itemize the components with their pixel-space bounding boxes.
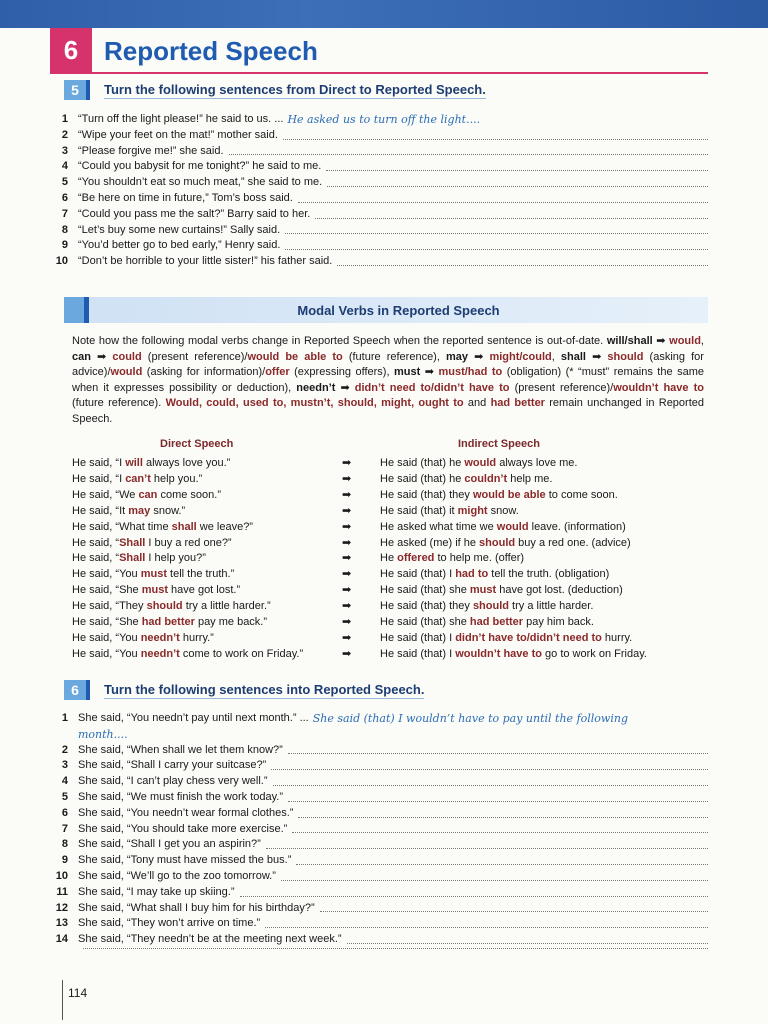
- modal-highlight: Shall: [119, 552, 146, 565]
- modal-highlight: didn’t have to/didn’t need to: [455, 631, 602, 644]
- note-text: Note how the following modal verbs change in Reported Speech when the reported sentence is out-of-date.: [72, 335, 607, 347]
- answer-blank[interactable]: [283, 128, 708, 140]
- modal-term: may: [446, 350, 469, 363]
- answer-blank[interactable]: [298, 806, 708, 818]
- note-text: (expressing offers),: [289, 366, 394, 379]
- table-row: [72, 631, 692, 647]
- modal-term: will/shall: [606, 335, 653, 347]
- list-item: [40, 837, 708, 853]
- cell-text: help me.: [507, 472, 553, 485]
- direct-speech-cell: [72, 599, 342, 615]
- item-number: 13: [55, 917, 68, 930]
- item-question: “Let’s buy some new curtains!” Sally said.: [78, 223, 281, 236]
- cell-text: I help you?”: [145, 552, 206, 565]
- answer-blank[interactable]: [273, 774, 708, 786]
- cell-text: He said (that) I: [380, 631, 456, 644]
- cell-text: always love you.”: [142, 457, 231, 469]
- list-item: [40, 223, 708, 239]
- list-item: [40, 175, 708, 191]
- cell-text: leave. (information): [528, 520, 626, 533]
- answer-blank[interactable]: [326, 159, 708, 171]
- table-row: [72, 599, 692, 615]
- item-number: 10: [55, 255, 68, 268]
- modal-highlight: can’t: [125, 472, 151, 485]
- page-margin-line: [62, 980, 63, 1020]
- item-question: She said, “When shall we let them know?”: [78, 743, 283, 756]
- list-item: [40, 254, 708, 270]
- answer-blank[interactable]: [281, 869, 708, 881]
- item-answer[interactable]: She said (that) I wouldn’t have to pay until the following: [312, 712, 628, 725]
- item-question: She said, “I can’t play chess very well.”: [78, 775, 268, 788]
- item-number: 3: [61, 759, 68, 772]
- item-number: 9: [61, 239, 68, 252]
- cell-text: He said, “: [72, 536, 120, 549]
- modal-highlight: Shall: [119, 536, 146, 549]
- exercise-5-list: [40, 112, 708, 270]
- modal-highlight: shall: [171, 520, 197, 533]
- cell-text: He said (that) he: [380, 457, 465, 469]
- cell-text: He asked (me) if he: [380, 536, 480, 549]
- item-question: She said, “You should take more exercise.”: [78, 822, 288, 835]
- cell-text: try a little harder.: [509, 600, 594, 613]
- item-number: 6: [61, 806, 68, 819]
- answer-blank[interactable]: [347, 932, 708, 944]
- cell-text: He said (that) I: [380, 568, 456, 581]
- item-number: 1: [61, 712, 68, 724]
- item-question: “Wipe your feet on the mat!” mother said.: [78, 128, 278, 141]
- note-text: (present reference)/: [141, 350, 248, 363]
- indirect-speech-cell: [380, 472, 692, 488]
- exercise-6-list: [40, 711, 708, 953]
- table-row: [72, 583, 692, 599]
- cell-text: He said, “You: [72, 568, 141, 581]
- indirect-speech-cell: [380, 456, 692, 472]
- note-text: remain unchanged in Reported Speech.: [72, 397, 704, 425]
- note-text: ➡: [335, 381, 355, 394]
- modal-highlight: will: [125, 457, 143, 469]
- list-item: [40, 916, 708, 932]
- indirect-speech-cell: [380, 520, 692, 536]
- item-question: “Please forgive me!” she said.: [78, 144, 224, 157]
- item-question: She said, “They needn’t be at the meeting next week.”: [78, 933, 342, 946]
- cell-text: to help me. (offer): [434, 552, 525, 565]
- arrow-icon: ➡: [342, 647, 352, 660]
- direct-speech-cell: [72, 647, 342, 663]
- cell-text: help you.”: [150, 472, 203, 485]
- cell-text: He said, “I: [72, 457, 126, 469]
- item-number: 7: [61, 822, 68, 835]
- cell-text: go to work on Friday.: [541, 647, 647, 660]
- answer-blank[interactable]: [83, 948, 708, 949]
- cell-text: He said, “You: [72, 647, 141, 660]
- cell-text: snow.”: [150, 504, 186, 517]
- list-item: [40, 711, 708, 727]
- cell-text: come soon.”: [157, 488, 221, 501]
- table-row: [72, 615, 692, 631]
- list-item: [40, 112, 708, 128]
- answer-blank[interactable]: [285, 223, 708, 235]
- modal-term: would: [669, 335, 701, 347]
- modal-highlight: couldn’t: [464, 472, 508, 485]
- cell-text: He asked what time we: [380, 520, 497, 533]
- cell-text: He said, “It: [72, 504, 129, 517]
- item-question: “You’d better go to bed early,” Henry said.: [78, 239, 281, 252]
- note-text: ,: [551, 350, 561, 363]
- modal-term: wouldn’t have to: [613, 381, 704, 394]
- modal-highlight: had better: [141, 616, 195, 629]
- unit-number-badge: 6: [50, 28, 92, 72]
- indirect-speech-cell: [380, 631, 692, 647]
- item-number: 2: [61, 743, 68, 756]
- list-item: [40, 144, 708, 160]
- item-question: She said, “Shall I carry your suitcase?”: [78, 759, 267, 772]
- modal-highlight: may: [128, 504, 151, 517]
- direct-speech-cell: [72, 520, 342, 536]
- indirect-speech-cell: [380, 599, 692, 615]
- table-row: [72, 567, 692, 583]
- cell-text: always love me.: [496, 457, 578, 469]
- top-banner: [0, 0, 768, 28]
- table-row: [72, 456, 692, 472]
- note-text: (present reference)/: [509, 381, 614, 394]
- cell-text: buy a red one. (advice): [515, 536, 631, 549]
- answer-blank[interactable]: [320, 901, 708, 913]
- table-row: [72, 488, 692, 504]
- cell-text: He said, “We: [72, 488, 139, 501]
- list-item: [40, 758, 708, 774]
- extra-answer-line: [40, 948, 708, 953]
- answer-blank[interactable]: [315, 207, 708, 219]
- direct-speech-cell: [72, 504, 342, 520]
- list-item: [40, 869, 708, 885]
- list-item: [40, 191, 708, 207]
- modal-highlight: needn’t: [140, 631, 180, 644]
- page-number: 114: [68, 986, 88, 1000]
- modal-term: must: [394, 366, 421, 379]
- modal-highlight: needn’t: [140, 647, 180, 660]
- cell-text: He said, “I: [72, 472, 126, 485]
- direct-speech-cell: [72, 567, 342, 583]
- list-item: [40, 822, 708, 838]
- direct-speech-cell: [72, 631, 342, 647]
- item-question: She said, “What shall I buy him for his birthday?”: [78, 901, 315, 914]
- arrow-icon: ➡: [342, 584, 352, 597]
- answer-blank[interactable]: [288, 790, 708, 802]
- modal-highlight: had better: [469, 616, 524, 629]
- item-answer[interactable]: He asked us to turn off the light....: [287, 113, 481, 126]
- table-row: [72, 551, 692, 567]
- item-question: She said, “I may take up skiing.”: [78, 885, 235, 898]
- list-item: [40, 790, 708, 806]
- item-number: 5: [61, 790, 68, 803]
- item-question: She said, “We’ll go to the zoo tomorrow.”: [78, 869, 276, 882]
- modal-highlight: would: [496, 520, 529, 533]
- title-divider: [50, 72, 708, 74]
- note-text: ➡: [90, 350, 113, 363]
- exercise-number-badge: 5: [64, 80, 90, 100]
- arrow-icon: ➡: [342, 616, 352, 629]
- table-row: [72, 520, 692, 536]
- indirect-speech-cell: [380, 488, 692, 504]
- arrow-icon: ➡: [342, 600, 352, 613]
- list-item: [40, 932, 708, 948]
- indirect-speech-header: Indirect Speech: [458, 438, 540, 450]
- item-question: She said, “We must finish the work today.”: [78, 790, 284, 803]
- note-text: (future reference).: [72, 397, 166, 410]
- item-number: 11: [56, 885, 68, 898]
- modal-term: shall: [560, 350, 586, 363]
- exercise-5-header: [64, 80, 486, 100]
- item-number: 8: [61, 838, 68, 851]
- cell-text: hurry.: [601, 631, 633, 644]
- item-number: 9: [61, 854, 68, 867]
- indirect-speech-cell: [380, 551, 692, 567]
- cell-text: He said (that) he: [380, 472, 465, 485]
- direct-speech-cell: [72, 472, 342, 488]
- direct-speech-cell: [72, 551, 342, 567]
- list-item: [40, 901, 708, 917]
- arrow-icon: ➡: [342, 472, 352, 485]
- cell-text: He said (that) she: [380, 584, 470, 597]
- cell-text: I buy a red one?”: [145, 536, 232, 549]
- note-text: ,: [700, 335, 704, 347]
- cell-text: we leave?”: [196, 520, 253, 533]
- indirect-speech-cell: [380, 536, 692, 552]
- modal-verbs-title: Modal Verbs in Reported Speech: [297, 302, 500, 318]
- cell-text: He said, “She: [72, 616, 142, 629]
- item-answer-continuation: month....: [78, 727, 128, 741]
- note-text: ➡: [420, 366, 439, 379]
- modal-term: offer: [265, 366, 290, 379]
- item-number: 6: [61, 191, 68, 204]
- cell-text: He said (that) she: [380, 616, 470, 629]
- exercise-6-header: [64, 680, 424, 700]
- note-text: (asking for advice)/: [72, 350, 704, 379]
- page-title: Reported Speech: [104, 36, 318, 66]
- item-number: 14: [55, 933, 68, 946]
- item-question: “Could you pass me the salt?” Barry said to her.: [78, 207, 311, 220]
- note-text: (obligation) (* “must” remains the same when it expresses possibility or deduction),: [72, 366, 704, 394]
- modal-highlight: must: [140, 568, 167, 581]
- direct-speech-cell: [72, 615, 342, 631]
- arrow-icon: ➡: [342, 568, 352, 581]
- note-text: (future reference),: [342, 350, 446, 363]
- note-text: ➡: [586, 350, 608, 363]
- answer-blank[interactable]: [298, 191, 708, 203]
- modal-verbs-table: [72, 456, 692, 663]
- note-text: (asking for information)/: [142, 366, 266, 379]
- item-number: 1: [61, 113, 68, 125]
- item-question: “Could you babysit for me tonight?” he said to me.: [78, 160, 322, 173]
- modal-term: had better: [490, 397, 545, 410]
- note-text: and: [463, 397, 491, 410]
- list-item: [40, 207, 708, 223]
- item-question: She said, “You needn’t wear formal clothes.”: [78, 806, 294, 819]
- modal-term: should: [607, 350, 644, 363]
- item-question: “Don’t be horrible to your little sister!” his father said.: [78, 255, 333, 268]
- indirect-speech-cell: [380, 583, 692, 599]
- arrow-icon: ➡: [342, 631, 352, 644]
- modal-term: might/could: [489, 350, 552, 363]
- arrow-icon: ➡: [342, 552, 352, 565]
- item-number: 4: [61, 775, 68, 788]
- cell-text: have got lost.”: [167, 584, 241, 597]
- answer-blank[interactable]: [266, 837, 708, 849]
- list-item-continuation: [40, 727, 708, 743]
- item-number: 3: [61, 144, 68, 157]
- modal-verbs-note: [72, 334, 704, 428]
- item-number: 12: [55, 901, 68, 914]
- list-item: [40, 159, 708, 175]
- list-item: [40, 885, 708, 901]
- cell-text: He said, “You: [72, 631, 141, 644]
- item-question: She said, “You needn’t pay until next month.” ...: [78, 712, 309, 724]
- modal-term: must/had to: [438, 366, 503, 379]
- exercise-number-badge: 6: [64, 680, 90, 700]
- answer-blank[interactable]: [240, 885, 708, 897]
- item-number: 4: [61, 160, 68, 173]
- modal-highlight: must: [141, 584, 168, 597]
- modal-highlight: must: [469, 584, 497, 597]
- indirect-speech-cell: [380, 504, 692, 520]
- modal-term: didn’t need to/didn’t have to: [354, 381, 510, 394]
- direct-speech-cell: [72, 456, 342, 472]
- item-question: She said, “They won’t arrive on time.”: [78, 917, 261, 930]
- answer-blank[interactable]: [327, 175, 708, 187]
- cell-text: have got lost. (deduction): [496, 584, 623, 597]
- item-number: 10: [55, 869, 68, 882]
- note-text: ➡: [652, 335, 670, 347]
- item-question: She said, “Tony must have missed the bus.”: [78, 854, 292, 867]
- cell-text: He said (that) I: [380, 647, 456, 660]
- answer-blank[interactable]: [288, 743, 708, 755]
- answer-blank[interactable]: [285, 238, 708, 250]
- modal-highlight: had to: [455, 568, 489, 581]
- list-item: [40, 238, 708, 254]
- modal-highlight: should: [472, 600, 509, 613]
- item-number-spacer: [40, 727, 78, 743]
- exercise-instruction: Turn the following sentences from Direct to Reported Speech.: [104, 81, 486, 97]
- cell-text: He: [380, 552, 398, 565]
- item-number: 8: [61, 223, 68, 236]
- arrow-icon: ➡: [342, 536, 352, 549]
- table-row: [72, 504, 692, 520]
- answer-blank[interactable]: [265, 916, 708, 928]
- list-item: [40, 128, 708, 144]
- indirect-speech-cell: [380, 615, 692, 631]
- cell-text: He said, “What time: [72, 520, 172, 533]
- answer-blank[interactable]: [292, 822, 708, 834]
- table-row: [72, 536, 692, 552]
- modal-verbs-header: [64, 297, 708, 323]
- list-item: [40, 853, 708, 869]
- list-item: [40, 806, 708, 822]
- cell-text: He said, “She: [72, 584, 142, 597]
- modal-highlight: wouldn’t have to: [455, 647, 542, 660]
- item-number: 7: [61, 207, 68, 220]
- cell-text: pay me back.”: [194, 616, 268, 629]
- modal-term: Would, could, used to, mustn’t, should, might, ought to: [165, 397, 464, 410]
- arrow-icon: ➡: [342, 488, 352, 501]
- answer-blank[interactable]: [271, 758, 708, 770]
- modal-term: would: [110, 366, 143, 379]
- modal-highlight: can: [138, 488, 158, 501]
- item-question: She said, “Shall I get you an aspirin?”: [78, 838, 261, 851]
- cell-text: hurry.”: [179, 631, 214, 644]
- table-row: [72, 647, 692, 663]
- indirect-speech-cell: [380, 647, 692, 663]
- item-number: 2: [61, 128, 68, 141]
- list-item: [40, 743, 708, 759]
- modal-highlight: offered: [397, 552, 435, 565]
- direct-speech-cell: [72, 488, 342, 504]
- modal-highlight: should: [479, 536, 516, 549]
- modal-term: could: [112, 350, 142, 363]
- section-marker: [64, 297, 89, 323]
- cell-text: He said (that) they: [380, 488, 473, 501]
- modal-highlight: should: [146, 600, 183, 613]
- item-question: “Turn off the light please!” he said to us. ...: [78, 113, 284, 125]
- item-number: 5: [61, 176, 68, 189]
- cell-text: to come soon.: [545, 488, 618, 501]
- cell-text: He said, “: [72, 552, 120, 565]
- cell-text: tell the truth. (obligation): [488, 568, 610, 581]
- cell-text: tell the truth.”: [166, 568, 235, 581]
- cell-text: He said (that) it: [380, 504, 458, 517]
- cell-text: He said (that) they: [380, 600, 473, 613]
- cell-text: snow.: [487, 504, 519, 517]
- item-question: “You shouldn’t eat so much meat,” she said to me.: [78, 176, 323, 189]
- modal-term: needn’t: [296, 381, 336, 394]
- direct-speech-cell: [72, 583, 342, 599]
- modal-term: would be able to: [247, 350, 343, 363]
- modal-highlight: might: [457, 504, 488, 517]
- answer-blank[interactable]: [337, 254, 708, 266]
- table-row: [72, 472, 692, 488]
- item-number-spacer: [40, 948, 78, 953]
- direct-speech-cell: [72, 536, 342, 552]
- direct-speech-header: Direct Speech: [160, 438, 234, 450]
- answer-blank[interactable]: [229, 144, 708, 156]
- exercise-instruction: Turn the following sentences into Reported Speech.: [104, 681, 425, 697]
- cell-text: come to work on Friday.”: [179, 647, 304, 660]
- item-question: “Be here on time in future,” Tom’s boss said.: [78, 191, 293, 204]
- indirect-speech-cell: [380, 567, 692, 583]
- arrow-icon: ➡: [342, 457, 352, 469]
- cell-text: He said, “They: [72, 600, 147, 613]
- note-text: ➡: [468, 350, 490, 363]
- modal-term: can: [72, 350, 91, 363]
- cell-text: try a little harder.”: [182, 600, 271, 613]
- list-item: [40, 774, 708, 790]
- modal-highlight: would: [464, 457, 497, 469]
- cell-text: pay him back.: [523, 616, 594, 629]
- arrow-icon: ➡: [342, 504, 352, 517]
- arrow-icon: ➡: [342, 520, 352, 533]
- answer-blank[interactable]: [296, 853, 708, 865]
- modal-highlight: would be able: [472, 488, 546, 501]
